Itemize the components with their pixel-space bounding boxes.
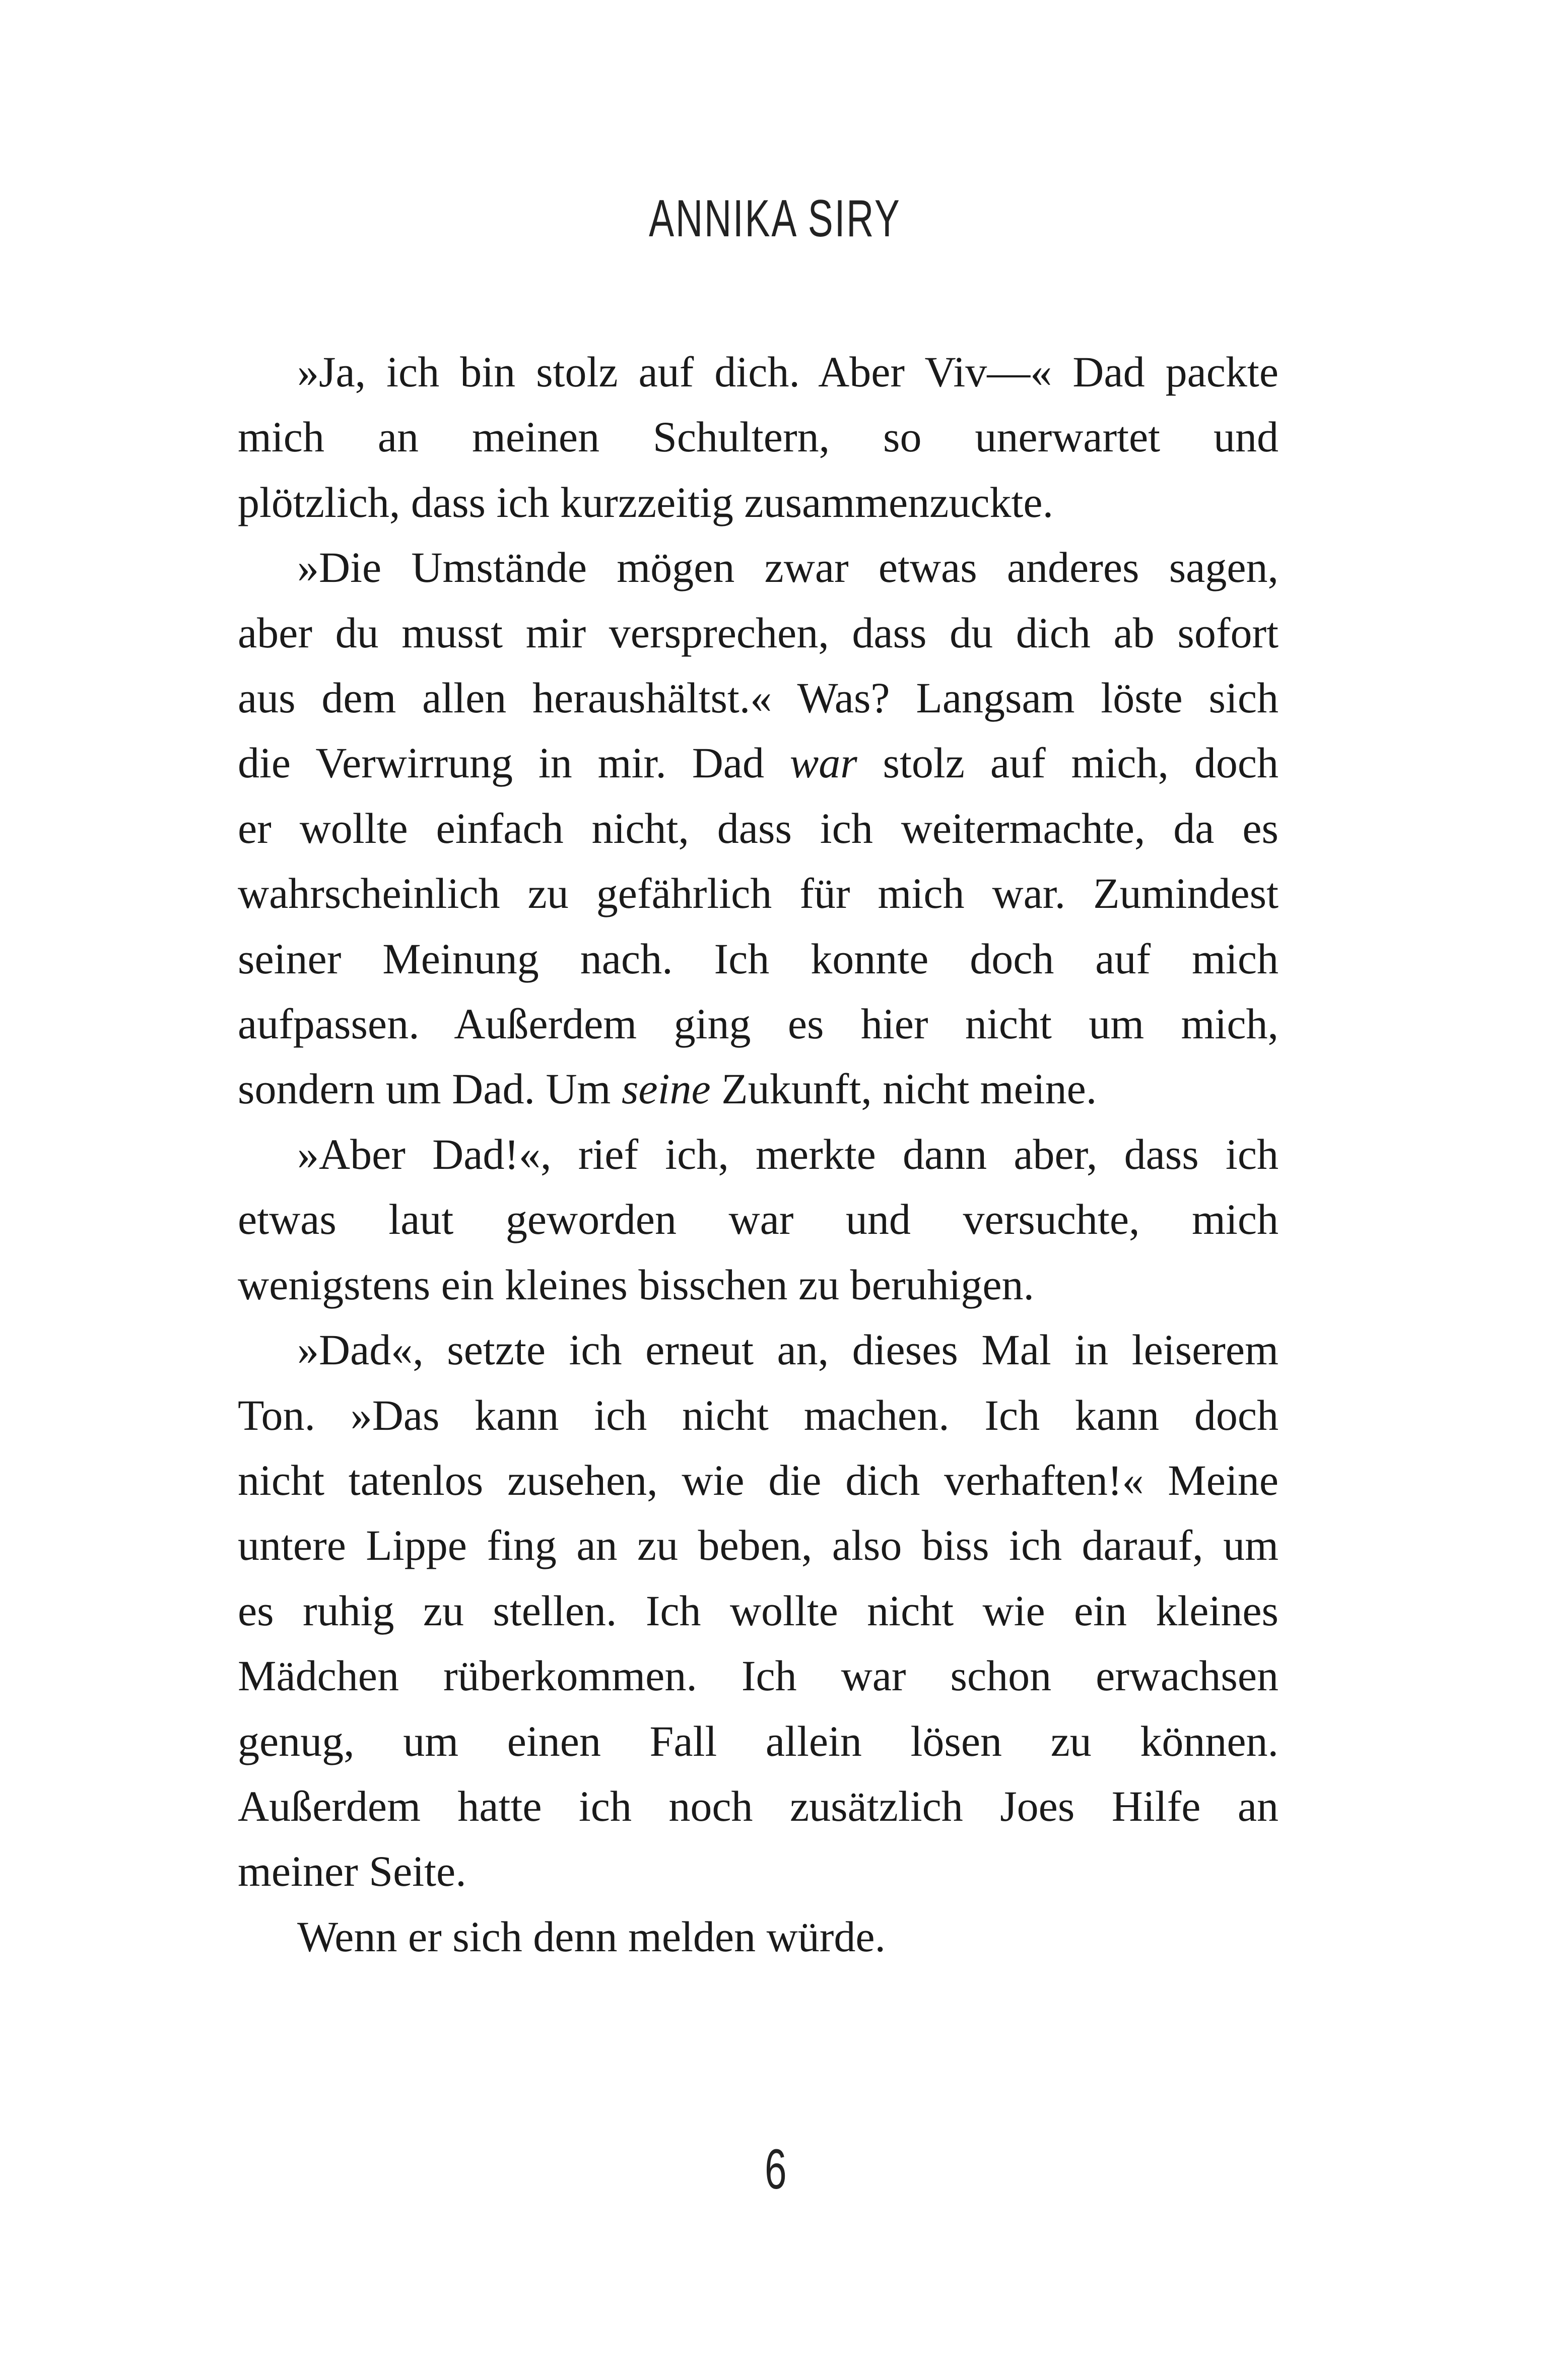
text-line: seiner Meinung nach. Ich konnte doch auf mich <box>238 934 1279 983</box>
paragraph <box>238 1122 1279 1317</box>
paragraph <box>238 535 1279 1122</box>
text-segment: stolz auf mich, doch <box>857 739 1279 787</box>
body-text <box>238 340 1279 1969</box>
text-line: »Die Umstände mögen zwar etwas anderes sagen, <box>297 543 1279 592</box>
text-line: untere Lippe fing an zu beben, also biss ich darauf, um <box>238 1521 1279 1570</box>
text-line: aufpassen. Außerdem ging es hier nicht um mich, <box>238 1000 1279 1048</box>
paragraph <box>238 1317 1279 1904</box>
text-line <box>238 731 1279 796</box>
text-line: es ruhig zu stellen. Ich wollte nicht wie ein kleines <box>238 1586 1279 1635</box>
text-line: Ton. »Das kann ich nicht machen. Ich kann doch <box>238 1391 1279 1439</box>
text-line: nicht tatenlos zusehen, wie die dich verhaften!« Meine <box>238 1456 1279 1504</box>
text-line: aus dem allen heraushältst.« Was? Langsam löste sich <box>238 674 1279 722</box>
paragraph <box>238 1904 1279 1969</box>
text-line: »Dad«, setzte ich erneut an, dieses Mal in leiserem <box>297 1326 1279 1374</box>
text-line: etwas laut geworden war und versuchte, mich <box>238 1195 1279 1244</box>
text-line <box>238 1056 1279 1121</box>
page-number: 6 <box>765 2138 787 2201</box>
emphasis: seine <box>621 1065 711 1113</box>
emphasis: war <box>789 739 857 787</box>
text-line: aber du musst mir versprechen, dass du dich ab sofort <box>238 608 1279 657</box>
text-segment: sondern um Dad. Um <box>238 1065 622 1113</box>
running-head-author: ANNIKA SIRY <box>649 189 901 248</box>
paragraph <box>238 340 1279 535</box>
text-line: er wollte einfach nicht, dass ich weitermachte, da es <box>238 804 1279 852</box>
text-line: mich an meinen Schultern, so unerwartet und <box>238 413 1279 461</box>
text-line: plötzlich, dass ich kurzzeitig zusammenzuckte. <box>238 478 1054 526</box>
text-segment: die Verwirrung in mir. Dad <box>238 739 790 787</box>
text-line: meiner Seite. <box>238 1847 466 1896</box>
text-line: Wenn er sich denn melden würde. <box>297 1912 886 1961</box>
text-line: »Ja, ich bin stolz auf dich. Aber Viv—« Dad packte <box>297 348 1279 396</box>
text-segment: Zukunft, nicht meine. <box>710 1065 1097 1113</box>
text-line: »Aber Dad!«, rief ich, merkte dann aber, dass ich <box>297 1130 1279 1178</box>
text-line: Mädchen rüberkommen. Ich war schon erwachsen <box>238 1651 1279 1700</box>
text-line: Außerdem hatte ich noch zusätzlich Joes Hilfe an <box>238 1781 1279 1830</box>
text-line: genug, um einen Fall allein lösen zu können. <box>238 1716 1279 1765</box>
text-line: wahrscheinlich zu gefährlich für mich war. Zumindest <box>238 869 1279 918</box>
text-line: wenigstens ein kleines bisschen zu beruhigen. <box>238 1260 1035 1309</box>
